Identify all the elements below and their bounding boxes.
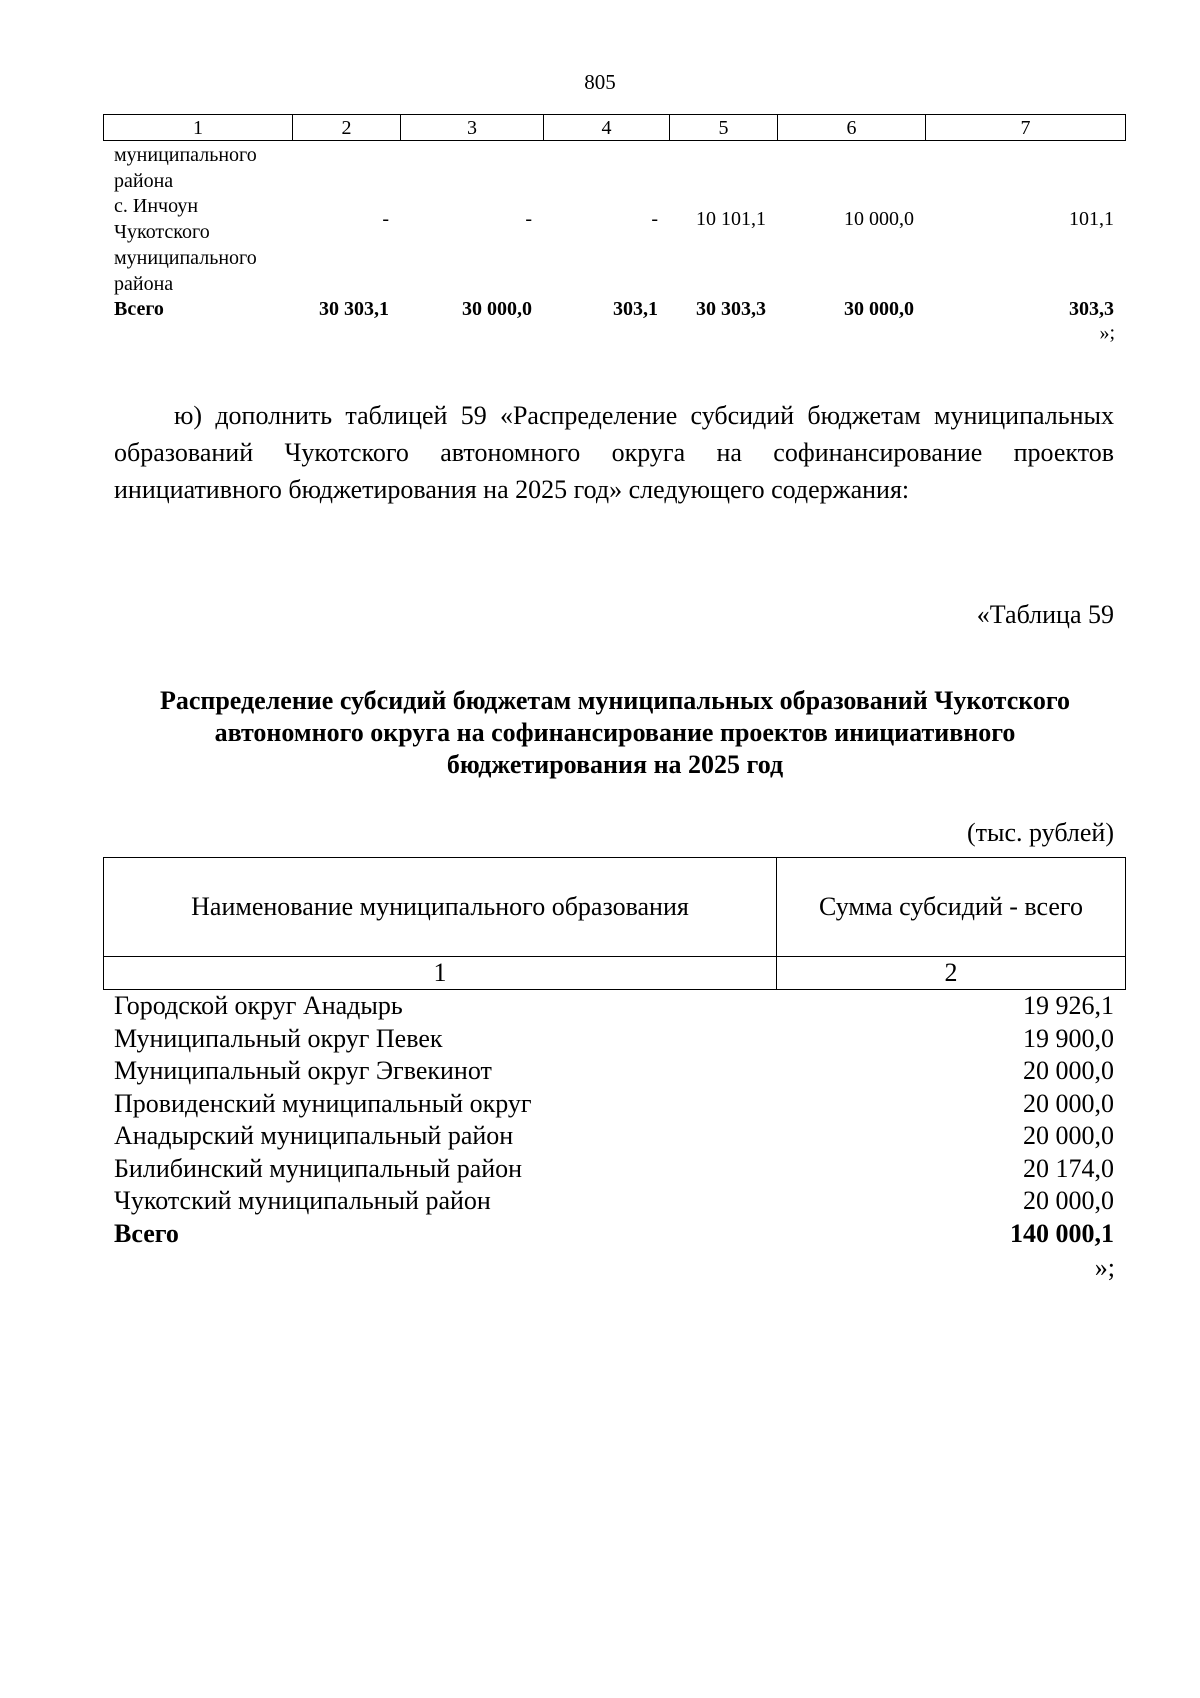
table1-row-name-line: муниципального — [114, 144, 257, 166]
table2-total-row — [103, 1218, 1125, 1251]
table1-col-number: 3 — [401, 115, 544, 141]
table1-body — [103, 143, 1125, 323]
table1-cell: 10 000,0 — [844, 208, 914, 231]
table2-row-amount: 20 000,0 — [1023, 1088, 1114, 1118]
table2-body — [103, 990, 1125, 1250]
table1-closing-quote: »; — [1099, 322, 1115, 344]
table2-row-name: Анадырский муниципальный район — [114, 1121, 514, 1150]
table2-row-name: Муниципальный округ Эгвекинот — [114, 1056, 492, 1085]
table1-row-name-line: района — [114, 272, 174, 295]
table-caption: «Таблица 59 — [976, 600, 1114, 629]
table-row — [103, 1185, 1125, 1218]
table2-row-amount: 19 900,0 — [1023, 1023, 1114, 1053]
table1-col-number: 7 — [926, 115, 1126, 141]
table2-row-amount: 20 000,0 — [1023, 1186, 1114, 1215]
table1-col-number: 1 — [104, 115, 293, 141]
table-title-line: автономного округа на софинансирование проектов инициативного — [214, 718, 1016, 747]
table2-row-name: Провиденский муниципальный округ — [114, 1088, 532, 1118]
table1-row-name — [103, 143, 292, 297]
table1-col-number: 4 — [544, 115, 670, 141]
table2-col-number: 2 — [777, 957, 1126, 990]
table1-row-name-line: муниципального — [114, 246, 257, 269]
table2-row-amount: 20 000,0 — [1023, 1121, 1114, 1150]
amendment-paragraph: ю) дополнить таблицей 59 «Распределение субсидий бюджетам муниципальных образований Чукотского автономного округа на софинансирование проектов инициативного бюджетирования на 2025 год» следующего содержания: — [114, 401, 1114, 504]
table-title-line: Распределение субсидий бюджетам муниципальных образований Чукотского — [159, 686, 1071, 715]
table2-total-label: Всего — [114, 1218, 179, 1248]
table2-row-amount: 20 174,0 — [1023, 1153, 1114, 1183]
table1-total-row — [103, 297, 1125, 323]
table2-row-name: Муниципальный округ Певек — [114, 1023, 443, 1053]
table-row — [103, 1055, 1125, 1088]
table1-col-number: 5 — [670, 115, 778, 141]
page-number: 805 — [584, 70, 616, 94]
table1-total-cell: 30 000,0 — [844, 298, 914, 321]
table1-total-cell: 30 303,3 — [696, 298, 766, 321]
table1-total-label: Всего — [114, 298, 164, 321]
table-title — [100, 685, 1130, 781]
table2-row-name: Чукотский муниципальный район — [114, 1186, 491, 1215]
table2-header-amount: Сумма субсидий - всего — [777, 858, 1126, 957]
table1-cell: - — [525, 208, 532, 231]
table1-cell: - — [651, 208, 658, 231]
table1-total-cell: 303,3 — [1069, 298, 1114, 321]
table-row — [103, 1153, 1125, 1186]
table-row — [103, 1120, 1125, 1153]
table1-row-name-line: района — [114, 169, 174, 192]
table2-row-name: Билибинский муниципальный район — [114, 1153, 523, 1183]
table2-header-name: Наименование муниципального образования — [104, 858, 777, 957]
table2-row-name: Городской округ Анадырь — [114, 991, 403, 1020]
table1-cell: 10 101,1 — [696, 208, 766, 231]
table1-cell: - — [382, 208, 389, 231]
table2-total-amount: 140 000,1 — [1010, 1218, 1114, 1248]
table1-cell: 101,1 — [1069, 208, 1114, 231]
table2-col-number: 1 — [104, 957, 777, 990]
table1-total-cell: 30 303,1 — [319, 298, 389, 321]
table-row — [103, 1023, 1125, 1056]
table-row — [103, 990, 1125, 1023]
unit-label: (тыс. рублей) — [966, 818, 1114, 847]
table1-total-cell: 303,1 — [613, 298, 658, 321]
table2-header — [103, 857, 1126, 990]
table1-total-cell: 30 000,0 — [462, 298, 532, 321]
table1-row-name-line: Чукотского — [114, 221, 210, 244]
table-title-line: бюджетирования на 2025 год — [446, 750, 784, 779]
table-row — [103, 1088, 1125, 1121]
table1-col-number: 2 — [293, 115, 401, 141]
table2-closing-quote: »; — [1094, 1253, 1115, 1282]
table2-row-amount: 20 000,0 — [1023, 1056, 1114, 1085]
table1-row-name-line: с. Инчоун — [114, 195, 199, 218]
table2-row-amount: 19 926,1 — [1023, 991, 1114, 1020]
table1-col-number: 6 — [778, 115, 926, 141]
table-row — [103, 143, 1125, 297]
table1-column-numbers — [103, 114, 1126, 141]
